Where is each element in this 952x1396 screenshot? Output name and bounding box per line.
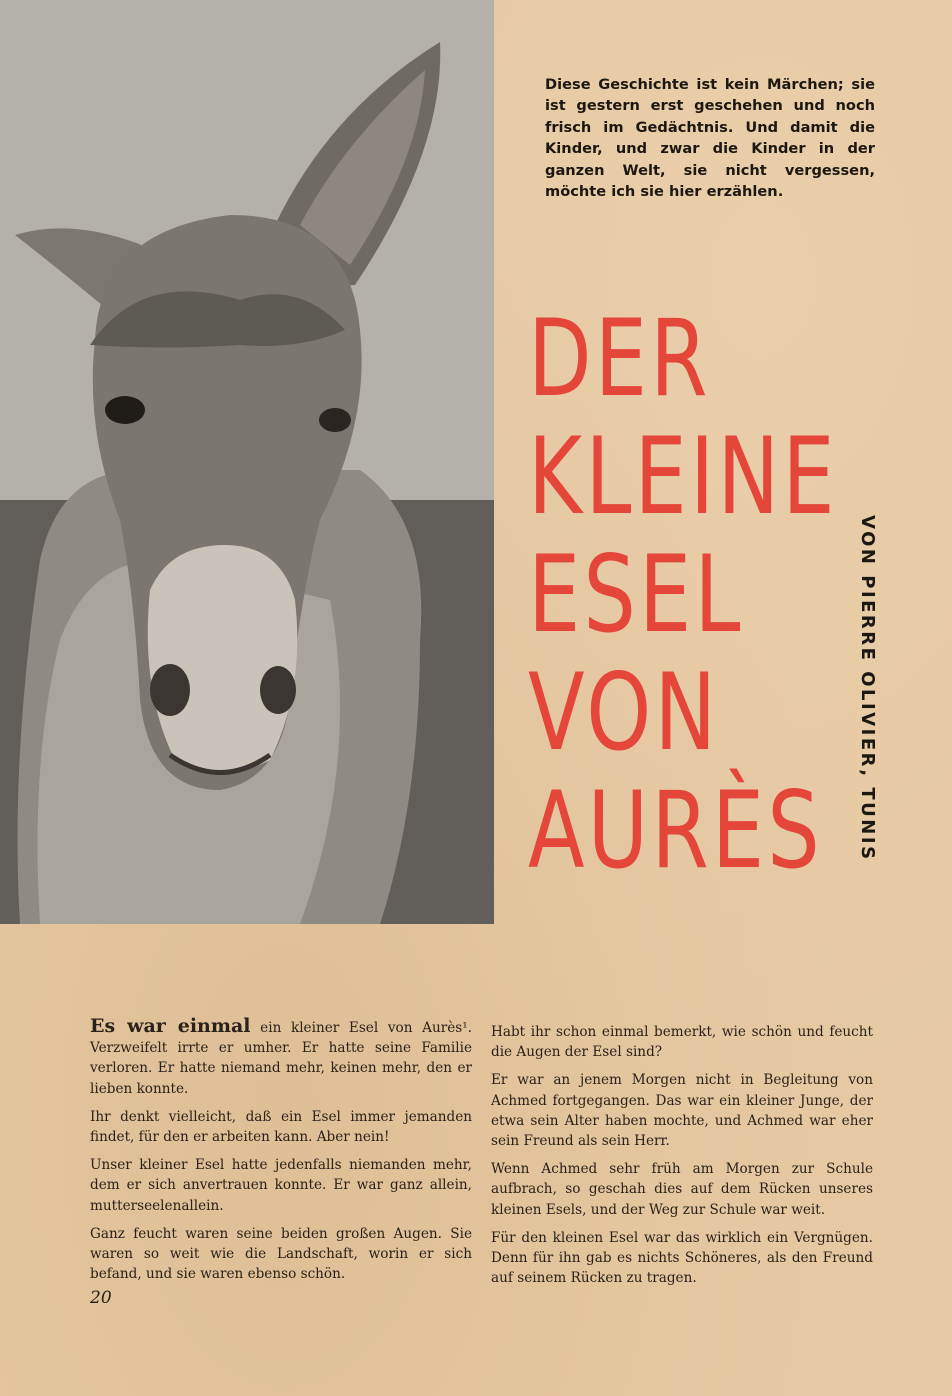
article-paragraph: Ganz feucht waren seine beiden großen Augen. Sie waren so weit wie die Landschaft, worin er sich befand, und sie waren ebenso schön.	[90, 1225, 472, 1283]
article-column-right	[491, 1022, 873, 1296]
title-line-2: KLEINE	[528, 415, 838, 538]
article-column-left	[90, 1016, 472, 1292]
intro-text	[545, 74, 875, 202]
article-paragraph: Habt ihr schon einmal bemerkt, wie schön und feucht die Augen der Esel sind?	[491, 1024, 873, 1061]
donkey-photo	[0, 0, 494, 924]
title-line-1: DER	[528, 297, 711, 420]
page-number: 20	[90, 1288, 112, 1308]
article-paragraph: Für den kleinen Esel war das wirklich ein Vergnügen. Denn für ihn gab es nichts Schöneres, als den Freund auf seinem Rücken zu tragen.	[491, 1229, 873, 1287]
author-byline: VON PIERRE OLIVIER, TUNIS	[857, 515, 878, 862]
donkey-illustration	[0, 0, 494, 924]
title-line-3: ESEL	[528, 533, 744, 656]
lead-phrase: Es war einmal	[90, 1015, 251, 1037]
article-paragraph: Ihr denkt vielleicht, daß ein Esel immer jemanden findet, für den er arbeiten kann. Aber nein!	[90, 1108, 472, 1146]
paragraph-text: ein kleiner Esel von Aurès¹. Verzweifelt irrte er umher. Er hatte seine Familie verloren. Er hatte niemand mehr, keinen mehr, den er lieben konnte.	[90, 1020, 472, 1097]
article-paragraph: Wenn Achmed sehr früh am Morgen zur Schule aufbrach, so geschah dies auf dem Rücken unseres kleinen Esels, und der Weg zur Schule war weit.	[491, 1161, 873, 1218]
title-line-4: VON	[528, 651, 720, 774]
article-paragraph	[90, 1016, 472, 1099]
article-title	[528, 297, 838, 892]
intro-paragraph: Diese Geschichte ist kein Märchen; sie ist gestern erst geschehen und noch frisch im Gedächtnis. Und damit die Kinder, und zwar die Kinder in der ganzen Welt, sie nicht vergessen, möchte ich sie hier erzählen.	[545, 76, 875, 201]
title-line-5: AURÈS	[528, 769, 823, 892]
article-paragraph: Er war an jenem Morgen nicht in Begleitung von Achmed fortgegangen. Das war ein kleiner Junge, der etwa sein Alter haben mochte, und Achmed war eher sein Freund als sein Herr.	[491, 1072, 873, 1150]
article-paragraph: Unser kleiner Esel hatte jedenfalls niemanden mehr, dem er sich anvertrauen konnte. Er war ganz allein, mutterseelenallein.	[90, 1157, 472, 1214]
